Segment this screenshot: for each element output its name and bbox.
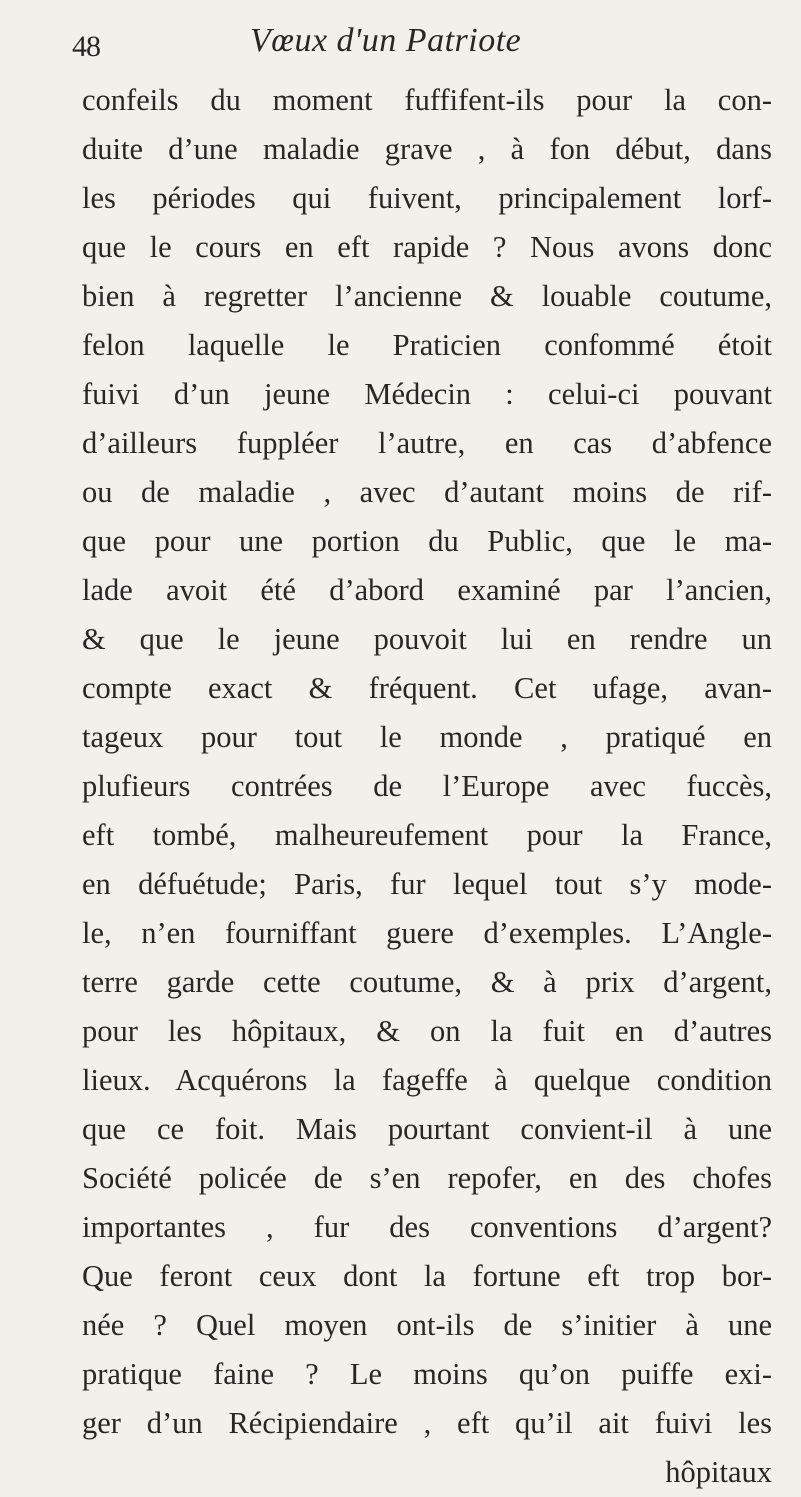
text-line: Société policée de s’en repofer, en des chofes bbox=[82, 1161, 772, 1195]
text-line: felon laquelle le Praticien confommé étoit bbox=[82, 328, 772, 362]
text-line: les périodes qui fuivent, principalement lorf- bbox=[82, 181, 772, 215]
text-line: eft tombé, malheureufement pour la France, bbox=[82, 818, 772, 852]
text-line: confeils du moment fuffifent-ils pour la con- bbox=[82, 83, 772, 117]
text-line: d’ailleurs fuppléer l’autre, en cas d’abfence bbox=[82, 426, 772, 460]
text-line: lade avoit été d’abord examiné par l’ancien, bbox=[82, 573, 772, 607]
text-line: née ? Quel moyen ont-ils de s’initier à une bbox=[82, 1308, 772, 1342]
body-text bbox=[82, 76, 772, 1497]
text-line: pour les hôpitaux, & on la fuit en d’autres bbox=[82, 1014, 772, 1048]
text-line: bien à regretter l’ancienne & louable coutume, bbox=[82, 279, 772, 313]
text-line: que le cours en eft rapide ? Nous avons donc bbox=[82, 230, 772, 264]
text-line: pratique faine ? Le moins qu’on puiffe exi- bbox=[82, 1357, 772, 1391]
text-line: compte exact & fréquent. Cet ufage, avan- bbox=[82, 671, 772, 705]
text-line: lieux. Acquérons la fageffe à quelque condition bbox=[82, 1063, 772, 1097]
text-line: en défuétude; Paris, fur lequel tout s’y mode- bbox=[82, 867, 772, 901]
text-line: & que le jeune pouvoit lui en rendre un bbox=[82, 622, 772, 656]
running-title: Vœux d'un Patriote bbox=[250, 22, 522, 59]
text-line: que pour une portion du Public, que le ma- bbox=[82, 524, 772, 558]
text-line: fuivi d’un jeune Médecin : celui-ci pouvant bbox=[82, 377, 772, 411]
page-header bbox=[70, 14, 770, 74]
text-line: plufieurs contrées de l’Europe avec fuccès, bbox=[82, 769, 772, 803]
text-line: ou de maladie , avec d’autant moins de rif- bbox=[82, 475, 772, 509]
catchword: hôpitaux bbox=[665, 1455, 772, 1489]
text-line: que ce foit. Mais pourtant convient-il à une bbox=[82, 1112, 772, 1146]
text-line: le, n’en fourniffant guere d’exemples. L’Angle- bbox=[82, 916, 772, 950]
text-line: importantes , fur des conventions d’argent? bbox=[82, 1210, 772, 1244]
text-line: Que feront ceux dont la fortune eft trop bor- bbox=[82, 1259, 772, 1293]
text-line: tageux pour tout le monde , pratiqué en bbox=[82, 720, 772, 754]
page-number: 48 bbox=[72, 30, 100, 63]
text-line: ger d’un Récipiendaire , eft qu’il ait fuivi les bbox=[82, 1406, 772, 1440]
text-line: terre garde cette coutume, & à prix d’argent, bbox=[82, 965, 772, 999]
text-line: duite d’une maladie grave , à fon début, dans bbox=[82, 132, 772, 166]
